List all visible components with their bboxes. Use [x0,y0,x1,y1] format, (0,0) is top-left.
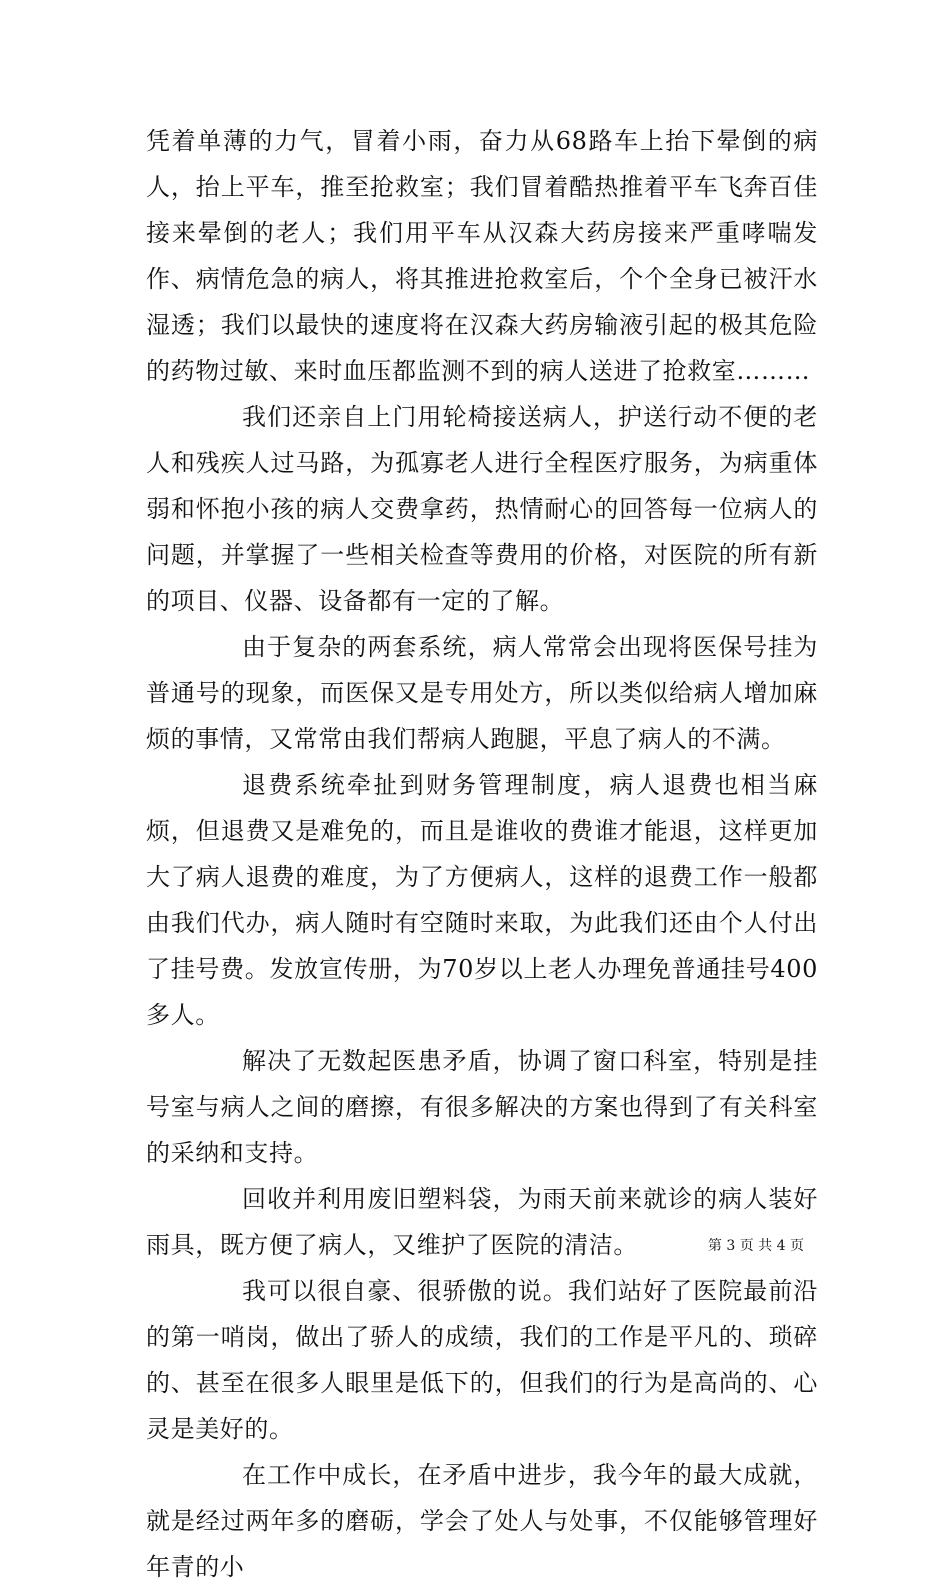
paragraph-continuation: 凭着单薄的力气，冒着小雨，奋力从68路车上抬下晕倒的病人，抬上平车，推至抢救室；我们冒着酷热推着平车飞奔百佳接来晕倒的老人；我们用平车从汉森大药房接来严重哮喘发作、病情危急的病人，将其推进抢救室后，个个全身已被汗水湿透；我们以最快的速度将在汉森大药房输液引起的极其危险的药物过敏、来时血压都监测不到的病人送进了抢救室……… [146,127,818,385]
page-footer [0,1232,950,1262]
paragraph: 退费系统牵扯到财务管理制度，病人退费也相当麻烦，但退费又是难免的，而且是谁收的费谁才能退，这样更加大了病人退费的难度，为了方便病人，这样的退费工作一般都由我们代办，病人随时有空随时来取，为此我们还由个人付出了挂号费。发放宣传册，为70岁以上老人办理免普通挂号400多人。 [146,771,818,1029]
paragraph: 在工作中成长，在矛盾中进步，我今年的最大成就，就是经过两年多的磨砺，学会了处人与处事，不仅能够管理好年青的小 [146,1461,818,1581]
paragraph: 解决了无数起医患矛盾，协调了窗口科室，特别是挂号室与病人之间的磨擦，有很多解决的方案也得到了有关科室的采纳和支持。 [146,1047,818,1167]
paragraph: 由于复杂的两套系统，病人常常会出现将医保号挂为普通号的现象，而医保又是专用处方，所以类似给病人增加麻烦的事情，又常常由我们帮病人跑腿，平息了病人的不满。 [146,633,818,753]
paragraph: 我可以很自豪、很骄傲的说。我们站好了医院最前沿的第一哨岗，做出了骄人的成绩，我们的工作是平凡的、琐碎的、甚至在很多人眼里是低下的，但我们的行为是高尚的、心灵是美好的。 [146,1277,818,1443]
paragraph: 回收并利用废旧塑料袋，为雨天前来就诊的病人装好雨具，既方便了病人，又维护了医院的清洁。 [146,1185,818,1259]
paragraph: 我们还亲自上门用轮椅接送病人，护送行动不便的老人和残疾人过马路，为孤寡老人进行全程医疗服务，为病重体弱和怀抱小孩的病人交费拿药，热情耐心的回答每一位病人的问题，并掌握了一些相关检查等费用的价格，对医院的所有新的项目、仪器、设备都有一定的了解。 [146,403,818,615]
document-body [146,118,818,1590]
page-number: 第 3 页 共 4 页 [707,1238,804,1254]
